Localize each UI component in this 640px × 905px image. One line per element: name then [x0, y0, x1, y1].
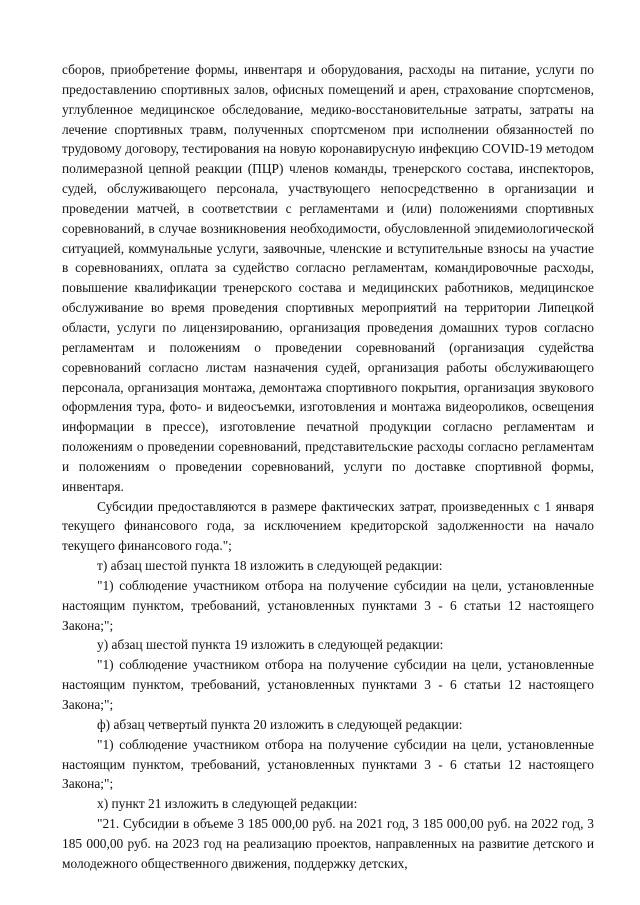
paragraph-item-kh: х) пункт 21 изложить в следующей редакции: [97, 796, 358, 812]
paragraph-quote-1: "1) соблюдение участником отбора на получение субсидии на цели, установленные настоящим пунктом, требований, установленных пунктами 3 - 6 статьи 12 настоящего Закона;"; [62, 577, 594, 633]
paragraph-subsidy-terms: Субсидии предоставляются в размере фактических затрат, произведенных с 1 января текущего финансового года, за исключением кредиторской задолженности на начало текущего финансового года."; [62, 498, 594, 554]
paragraph-item-f: ф) абзац четвертый пункта 20 изложить в следующей редакции: [97, 716, 463, 732]
paragraph-item-u: у) абзац шестой пункта 19 изложить в следующей редакции: [97, 637, 444, 653]
document-page [62, 60, 594, 874]
paragraph-expense-list: сборов, приобретение формы, инвентаря и оборудования, расходы на питание, услуги по предоставлению спортивных залов, офисных помещений и арен, страхование спортсменов, углубленное медицинское обследование, медико-восстановительные затраты, затраты на лечение спортивных травм, полученных спортсменом при исполнении обязанностей по трудовому договору, тестирования на новую коронавирусную инфекцию COVID-19 методом полимеразной цепной реакции (ПЦР) членов команды, тренерского состава, инспекторов, судей, обслуживающего персонала, участвующего непосредственно в организации и проведении матчей, в соответствии с регламентами и (или) положениями спортивных соревнований, в случае возникновения необходимости, обусловленной эпидемиологической ситуацией, коммунальные услуги, заявочные, членские и вступительные взносы на участие в соревнованиях, оплата за судейство согласно регламентам, командировочные расходы, повышение квалификации тренерского состава и медицинских работников, медицинское обслуживание во время проведения спортивных мероприятий на территории Липецкой области, услуги по лицензированию, организация проведения домашних туров согласно регламентам и положениям о проведении соревнований (организация судейства соревнований согласно листам назначения судей, организация работы обслуживающего персонала, организация монтажа, демонтажа спортивного покрытия, организация звукового оформления тура, фото- и видеосъемки, изготовления и монтажа видеороликов, освещения информации в прессе), изготовление печатной продукции согласно регламентам и положениям о проведении соревнований, представительские расходы согласно регламентам и положениям о проведении соревнований, услуги по доставке спортивной формы, инвентаря. [62, 62, 594, 494]
paragraph-item-t: т) абзац шестой пункта 18 изложить в следующей редакции: [97, 558, 443, 574]
paragraph-point-21: "21. Субсидии в объеме 3 185 000,00 руб. на 2021 год, 3 185 000,00 руб. на 2022 год, 3 185 000,00 руб. на 2023 год на реализацию проектов, направленных на развитие детского и молодежного общественного движения, поддержку детских, [62, 816, 594, 871]
paragraph-quote-3: "1) соблюдение участником отбора на получение субсидии на цели, установленные настоящим пунктом, требований, установленных пунктами 3 - 6 статьи 12 настоящего Закона;"; [62, 736, 594, 792]
paragraph-quote-2: "1) соблюдение участником отбора на получение субсидии на цели, установленные настоящим пунктом, требований, установленных пунктами 3 - 6 статьи 12 настоящего Закона;"; [62, 657, 594, 712]
